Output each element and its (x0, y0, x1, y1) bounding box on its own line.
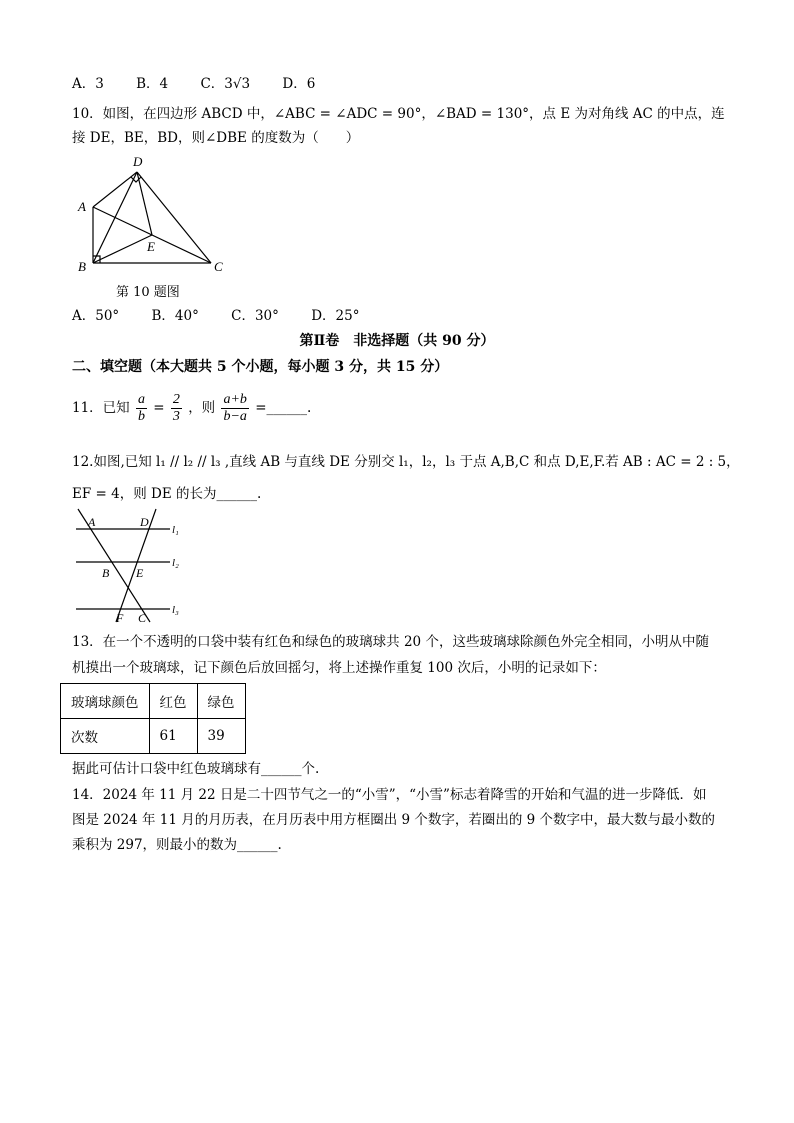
q10-option-c[interactable]: C．30° (231, 308, 279, 324)
table-header-cell: 绿色 (197, 684, 245, 719)
label-d: D (133, 154, 143, 169)
section2-heading: 二、填空题（本大题共 5 个小题，每小题 3 分，共 15 分） (72, 359, 449, 375)
q11-given-num: a (137, 392, 145, 407)
q13-text-line3: 据此可估计口袋中红色玻璃球有______个. (72, 761, 320, 777)
q10-options (72, 306, 387, 326)
q12-text-line2: EF = 4，则 DE 的长为______. (72, 486, 262, 502)
label-c: C (138, 611, 147, 625)
q11-eq: = (153, 400, 165, 416)
label-f: F (116, 611, 124, 625)
q14-text-line1: 14．2024 年 11 月 22 日是二十四节气之一的“小雪”，“小雪”标志着降雪的开始和气温的进一步降低．如 (72, 787, 707, 803)
label-c: C (214, 259, 223, 274)
q9-option-b[interactable]: B．4 (136, 76, 169, 92)
label-l1: l₁ (172, 524, 179, 536)
label-e: E (147, 239, 155, 254)
q13-text-line1: 13．在一个不透明的口袋中装有红色和绿色的玻璃球共 20 个，这些玻璃球除颜色外完全相同，小明从中随 (72, 634, 709, 650)
q10-figure (72, 150, 232, 275)
q10-caption: 第 10 题图 (116, 285, 180, 300)
q11-val-den: 3 (172, 409, 180, 424)
q10-option-d[interactable]: D．25° (311, 308, 360, 324)
table-header-cell: 玻璃球颜色 (61, 684, 150, 719)
q11-expr-num: a+b (223, 392, 247, 407)
q9-option-c[interactable]: C．3√3 (200, 76, 251, 92)
q10-option-a[interactable]: A．50° (72, 308, 120, 324)
q11-expr-den: b−a (223, 409, 247, 424)
q11-text (72, 390, 311, 426)
table-cell: 61 (149, 719, 197, 754)
label-l2: l₂ (172, 557, 179, 569)
segment-da (93, 172, 137, 207)
label-l3: l₃ (172, 604, 179, 616)
q13-text-line2: 机摸出一个玻璃球，记下颜色后放回摇匀，将上述操作重复 100 次后，小明的记录如下： (72, 660, 606, 676)
label-e: E (136, 566, 144, 580)
q9-option-d[interactable]: D．6 (282, 76, 316, 92)
label-a: A (88, 515, 96, 529)
q11-suffix[interactable]: =______. (255, 400, 312, 416)
q11-given-fraction (136, 392, 147, 425)
segment-be (93, 235, 152, 263)
q11-value-fraction (171, 392, 182, 425)
q11-mid: ，则 (188, 400, 216, 416)
label-d: D (140, 515, 149, 529)
q14-text-line2: 图是 2024 年 11 月的月历表，在月历表中用方框圈出 9 个数字，若圈出的 9 个数字中，最大数与最小数的 (72, 812, 716, 828)
q10-option-b[interactable]: B．40° (151, 308, 199, 324)
label-a: A (78, 199, 86, 214)
table-row (61, 719, 246, 754)
label-b: B (78, 259, 86, 274)
q14-text-line3: 乘积为 297，则最小的数为______. (72, 837, 282, 853)
q10-text-line2: 接 DE，BE，BD，则∠DBE 的度数为（ ） (72, 130, 360, 146)
q9-option-a[interactable]: A．3 (72, 76, 104, 92)
q9-options (72, 74, 343, 94)
part2-title: 第Ⅱ卷 非选择题（共 90 分） (299, 333, 495, 349)
q11-prefix: 11．已知 (72, 400, 130, 416)
table-header-cell: 红色 (149, 684, 197, 719)
table-cell: 次数 (61, 719, 150, 754)
table-cell: 39 (197, 719, 245, 754)
q11-val-num: 2 (172, 392, 180, 407)
q13-record-table (60, 683, 246, 754)
q12-text-line1: 12.如图,已知 l₁ // l₂ // l₃ ,直线 AB 与直线 DE 分别交 l₁，l₂，l₃ 于点 A,B,C 和点 D,E,F.若 AB : AC = 2 : 5， (72, 454, 740, 470)
label-b: B (102, 566, 110, 580)
segment-bd (93, 172, 137, 263)
q12-figure (72, 506, 192, 626)
q10-text-line1: 10．如图，在四边形 ABCD 中，∠ABC = ∠ADC = 90°，∠BAD = 130°，点 E 为对角线 AC 的中点，连 (72, 106, 725, 122)
q11-expr-fraction (221, 392, 248, 425)
q11-given-den: b (137, 409, 145, 424)
table-header-row (61, 684, 246, 719)
